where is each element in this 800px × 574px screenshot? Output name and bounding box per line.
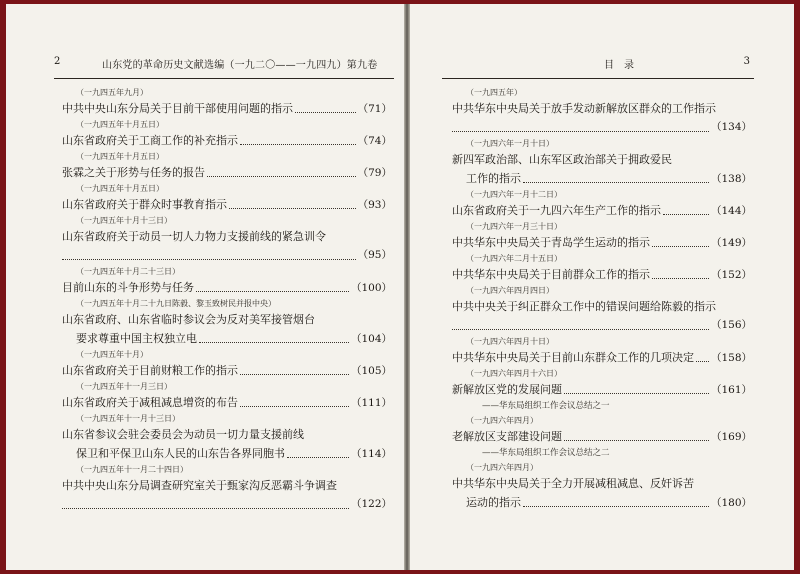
leader-dots <box>452 121 709 132</box>
leader-dots <box>652 236 709 247</box>
entry-title: 要求尊重中国主权独立电 <box>76 332 197 345</box>
leader-dots <box>663 204 709 215</box>
entry-page-number: （138） <box>710 173 752 185</box>
entry-page-number: （122） <box>350 498 392 510</box>
entry-title: 目前山东的斗争形势与任务 <box>62 281 194 294</box>
entry-title: 中共中央关于纠正群众工作中的错误问题给陈毅的指示 <box>452 300 716 313</box>
entry-title-line <box>62 425 392 444</box>
toc-entry[interactable] <box>62 265 392 297</box>
leader-dots <box>240 396 349 407</box>
book-spread <box>6 4 794 570</box>
entry-date: （一九四五年十月二十九日陈毅、黎玉致树民并报中央） <box>76 299 276 308</box>
entry-title-line <box>452 427 752 446</box>
entry-title: 山东省政府关于减租减息增资的布告 <box>62 396 238 409</box>
table-of-contents-right <box>452 86 752 512</box>
leader-dots <box>523 172 709 183</box>
leader-dots <box>564 430 709 441</box>
entry-title-line <box>62 278 392 297</box>
entry-date: （一九四五年十月五日） <box>76 120 164 129</box>
left-page-header <box>54 56 394 76</box>
entry-title: 中共华东中央局关于青岛学生运动的指示 <box>452 236 650 249</box>
page-number: 2 <box>54 56 61 67</box>
entry-date: （一九四六年一月十日） <box>466 139 554 148</box>
toc-entry[interactable] <box>62 463 392 514</box>
entry-title: 山东省政府关于动员一切人力物力支援前线的紧急训令 <box>62 230 326 243</box>
entry-page-number: （152） <box>710 269 752 281</box>
leader-dots <box>240 134 356 145</box>
page-number: 3 <box>743 56 750 67</box>
entry-date: （一九四五年十月） <box>76 350 148 359</box>
entry-title: 老解放区支部建设问题 <box>452 430 562 443</box>
toc-entry[interactable] <box>62 214 392 265</box>
entry-date: （一九四五年十月二十三日） <box>76 267 180 276</box>
entry-page-number: （104） <box>350 333 392 345</box>
entry-title: 中共华东中央局关于目前山东群众工作的几项决定 <box>452 351 694 364</box>
entry-date: （一九四六年一月三十日） <box>466 222 562 231</box>
entry-date: （一九四五年十一月十三日） <box>76 414 180 423</box>
entry-date: （一九四六年四月十六日） <box>466 369 562 378</box>
leader-dots <box>240 364 349 375</box>
entry-page-number: （93） <box>357 199 392 211</box>
header-rule <box>54 78 394 79</box>
entry-page-number: （169） <box>710 431 752 443</box>
entry-title-line <box>62 227 392 246</box>
entry-title: 中共中央山东分局调查研究室关于甄家沟反恶霸斗争调查 <box>62 479 337 492</box>
entry-page-number: （79） <box>357 167 392 179</box>
entry-title: 运动的指示 <box>466 496 521 509</box>
entry-title-line <box>62 163 392 182</box>
toc-entry[interactable] <box>62 182 392 214</box>
entry-title-line <box>452 150 752 169</box>
toc-entry[interactable] <box>452 188 752 220</box>
entry-date: （一九四五年十月五日） <box>76 152 164 161</box>
entry-title-line <box>452 348 752 367</box>
entry-page-line <box>62 246 392 265</box>
entry-title: 保卫和平保卫山东人民的山东告各界同胞书 <box>76 447 285 460</box>
toc-entry[interactable] <box>452 335 752 367</box>
leader-dots <box>295 102 356 113</box>
entry-title-line <box>62 393 392 412</box>
entry-date: （一九四六年二月十五日） <box>466 254 562 263</box>
right-page-header <box>450 56 750 76</box>
entry-title: 中共中央山东分局关于目前干部使用问题的指示 <box>62 102 293 115</box>
running-title: 山东党的革命历史文献选编（一九二〇——一九四九）第九卷 <box>102 60 378 71</box>
entry-page-line <box>452 118 752 137</box>
toc-entry[interactable] <box>452 367 752 414</box>
entry-title-line <box>452 474 752 493</box>
entry-date: （一九四五年十月十三日） <box>76 216 172 225</box>
entry-title: 山东省政府关于目前财粮工作的指示 <box>62 364 238 377</box>
toc-entry[interactable] <box>62 118 392 150</box>
entry-page-number: （144） <box>710 205 752 217</box>
running-title: 目录 <box>604 60 644 71</box>
entry-date: （一九四五年十一月二十四日） <box>76 465 188 474</box>
right-page <box>410 4 794 570</box>
toc-entry[interactable] <box>452 137 752 188</box>
leader-dots <box>523 496 709 507</box>
toc-entry[interactable] <box>452 220 752 252</box>
leader-dots <box>564 383 709 394</box>
entry-page-number: （114） <box>350 448 392 460</box>
toc-entry[interactable] <box>452 414 752 461</box>
entry-title: 张霖之关于形势与任务的报告 <box>62 166 205 179</box>
entry-subtitle: ——华东局组织工作会议总结之一 <box>482 401 610 411</box>
entry-title-line <box>62 444 392 463</box>
entry-title-line <box>62 131 392 150</box>
entry-page-number: （180） <box>710 497 752 509</box>
toc-entry[interactable] <box>452 284 752 335</box>
entry-subtitle: ——华东局组织工作会议总结之二 <box>482 448 610 458</box>
toc-entry[interactable] <box>62 150 392 182</box>
leader-dots <box>287 447 349 458</box>
entry-date: （一九四六年一月十二日） <box>466 190 562 199</box>
leader-dots <box>62 498 349 509</box>
entry-page-number: （111） <box>350 397 392 409</box>
entry-title: 工作的指示 <box>466 172 521 185</box>
entry-title-line <box>62 361 392 380</box>
toc-entry[interactable] <box>62 86 392 118</box>
entry-title-line <box>452 233 752 252</box>
entry-date: （一九四五年十月五日） <box>76 184 164 193</box>
entry-title-line <box>452 169 752 188</box>
toc-entry[interactable] <box>452 86 752 137</box>
entry-page-line <box>452 316 752 335</box>
toc-entry[interactable] <box>452 252 752 284</box>
entry-page-number: （74） <box>357 135 392 147</box>
left-page <box>6 4 404 570</box>
toc-entry[interactable] <box>62 380 392 412</box>
entry-date: （一九四五年十一月三日） <box>76 382 172 391</box>
entry-date: （一九四六年四月） <box>466 463 538 472</box>
entry-title-line <box>62 310 392 329</box>
leader-dots <box>196 281 349 292</box>
entry-title: 中共华东中央局关于目前群众工作的指示 <box>452 268 650 281</box>
entry-title: 新四军政治部、山东军区政治部关于拥政爱民 <box>452 153 672 166</box>
toc-entry[interactable] <box>62 412 392 463</box>
toc-entry[interactable] <box>452 461 752 512</box>
entry-title: 山东省政府、山东省临时参议会为反对美军接管烟台 <box>62 313 315 326</box>
entry-date: （一九四六年四月四日） <box>466 286 554 295</box>
entry-title-line <box>62 195 392 214</box>
entry-title: 山东省政府关于工商工作的补充指示 <box>62 134 238 147</box>
leader-dots <box>452 319 709 330</box>
entry-title: 新解放区党的发展问题 <box>452 383 562 396</box>
header-rule <box>442 78 754 79</box>
entry-title: 山东省参议会驻会委员会为动员一切力量支援前线 <box>62 428 304 441</box>
entry-date: （一九四五年） <box>466 88 522 97</box>
entry-title-line <box>62 99 392 118</box>
entry-page-number: （161） <box>710 384 752 396</box>
entry-page-number: （158） <box>710 352 752 364</box>
entry-title-line <box>452 297 752 316</box>
entry-title-line <box>62 476 392 495</box>
toc-entry[interactable] <box>62 348 392 380</box>
entry-title-line <box>452 380 752 399</box>
entry-date: （一九四六年四月） <box>466 416 538 425</box>
leader-dots <box>62 249 356 260</box>
toc-entry[interactable] <box>62 297 392 348</box>
entry-title-line <box>452 99 752 118</box>
entry-title: 山东省政府关于群众时事教育指示 <box>62 198 227 211</box>
table-of-contents-left <box>62 86 392 514</box>
leader-dots <box>199 332 349 343</box>
leader-dots <box>207 166 356 177</box>
entry-title: 中共华东中央局关于全力开展减租减息、反奸诉苦 <box>452 477 694 490</box>
entry-title-line <box>452 493 752 512</box>
entry-page-line <box>62 495 392 514</box>
entry-title: 中共华东中央局关于放手发动新解放区群众的工作指示 <box>452 102 716 115</box>
entry-page-number: （156） <box>710 319 752 331</box>
entry-page-number: （105） <box>350 365 392 377</box>
leader-dots <box>229 198 356 209</box>
entry-page-number: （71） <box>357 103 392 115</box>
leader-dots <box>696 351 709 362</box>
entry-page-number: （95） <box>357 249 392 261</box>
entry-title: 山东省政府关于一九四六年生产工作的指示 <box>452 204 661 217</box>
entry-date: （一九四六年四月十日） <box>466 337 554 346</box>
leader-dots <box>652 268 709 279</box>
entry-page-number: （100） <box>350 282 392 294</box>
entry-title-line <box>62 329 392 348</box>
entry-page-number: （149） <box>710 237 752 249</box>
entry-page-number: （134） <box>710 121 752 133</box>
entry-title-line <box>452 265 752 284</box>
entry-title-line <box>452 201 752 220</box>
entry-date: （一九四五年九月） <box>76 88 148 97</box>
